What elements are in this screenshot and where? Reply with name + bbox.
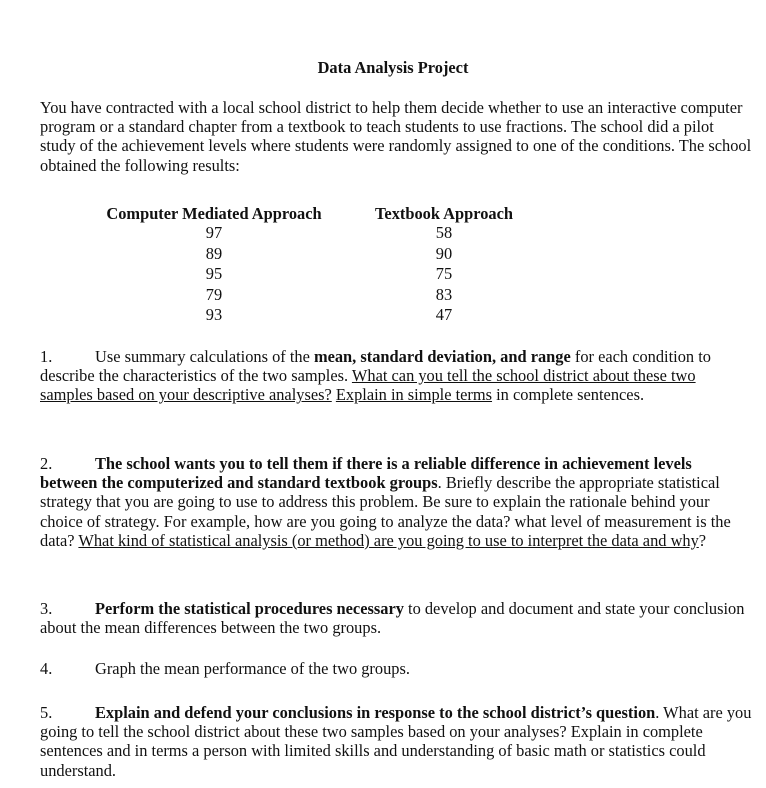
question-text: Graph the mean performance of the two groups.: [95, 659, 410, 678]
textbook-score: 75: [435, 264, 453, 284]
question-number: 4.: [40, 659, 53, 678]
column-header-computer: Computer Mediated Approach: [106, 204, 322, 223]
computer-score: 89: [205, 243, 223, 263]
question-text: . What are you going to tell the school district about these two samples based on your analyses? Explain in complete sentences and in terms a person with limited skills and understanding of basic math or statistics could understand.: [40, 703, 752, 780]
question-text: ?: [698, 530, 707, 550]
question-text: . Briefly describe the appropriate statistical strategy that you are going to use to address this problem. Be sure to explain the rationale behind your choice of strategy. For example, how are you going to analyze the data? what level of measurement is the data?: [40, 473, 731, 550]
computer-score: 97: [205, 223, 223, 243]
question-1: [40, 347, 752, 405]
question-4: [40, 659, 752, 678]
textbook-score: 58: [435, 223, 453, 243]
computer-score: 95: [205, 264, 223, 284]
computer-column: [90, 204, 338, 326]
bold-text: Perform the statistical procedures necessary: [95, 599, 404, 618]
question-number: 1.: [40, 347, 53, 366]
question-5: [40, 703, 752, 780]
computer-score: 79: [205, 284, 223, 304]
textbook-score: 47: [435, 305, 453, 325]
textbook-score: 83: [435, 284, 453, 304]
bold-text: Explain and defend your conclusions in response to the school district’s question: [95, 703, 656, 722]
underlined-text: Explain in simple terms: [335, 385, 493, 405]
textbook-column: [360, 204, 528, 326]
bold-text: The school wants you to tell them if there is a reliable difference in achievement levels between the computerized and standard textbook groups: [40, 454, 692, 493]
question-text: Use summary calculations of the: [95, 347, 314, 366]
question-text: for each condition to describe the characteristics of the two samples.: [40, 347, 711, 386]
question-number: 2.: [40, 454, 53, 473]
underlined-text: What kind of statistical analysis (or method) are you going to use to interpret the data and why: [78, 530, 699, 550]
question-2: [40, 454, 752, 550]
question-number: 5.: [40, 703, 53, 722]
column-header-textbook: Textbook Approach: [375, 204, 513, 223]
question-number: 3.: [40, 599, 53, 618]
document-title: Data Analysis Project: [317, 58, 469, 77]
question-text: to develop and document and state your conclusion about the mean differences between the two groups.: [40, 599, 745, 638]
textbook-score: 90: [435, 243, 453, 263]
bold-text: mean, standard deviation, and range: [313, 347, 571, 366]
question-text: in complete sentences.: [492, 385, 645, 405]
intro-paragraph: You have contracted with a local school district to help them decide whether to use an interactive computer program or a standard chapter from a textbook to teach students to use fractions. The school did a pilot study of the achievement levels where students were randomly assigned to one of the conditions. The school obtained the following results:: [40, 98, 752, 175]
computer-score: 93: [205, 305, 223, 325]
underlined-text: What can you tell the school district about these two samples based on your descriptive analyses?: [40, 366, 696, 405]
question-3: [40, 599, 752, 637]
